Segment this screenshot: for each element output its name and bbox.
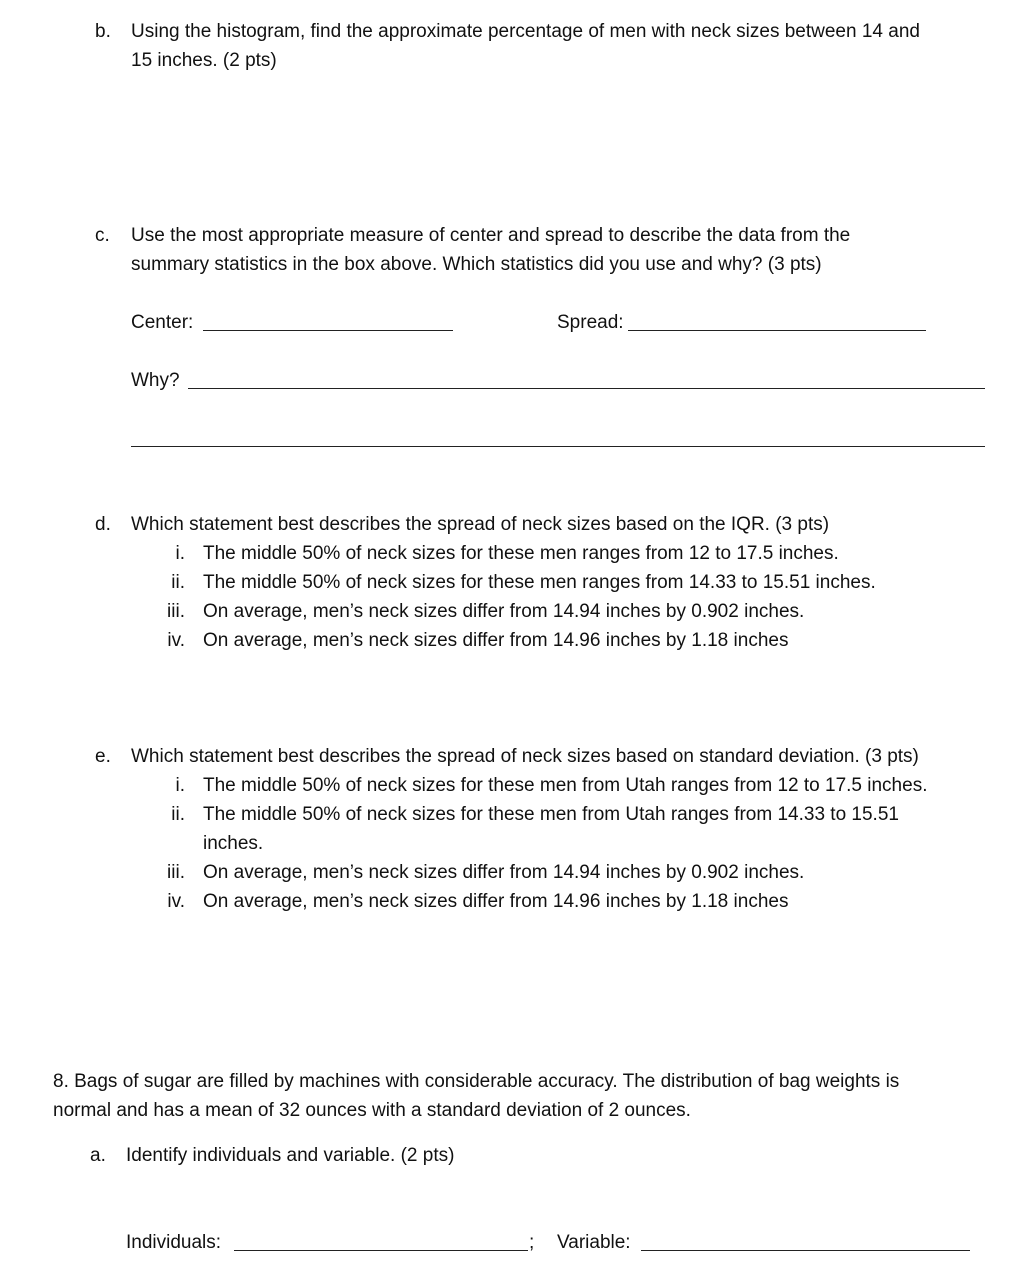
question-8a-text: Identify individuals and variable. (2 pts) — [126, 1145, 455, 1166]
variable-label: Variable: — [557, 1232, 631, 1253]
why-label: Why? — [131, 370, 180, 391]
option-number: i. — [175, 543, 185, 564]
why-answer-line-2[interactable] — [131, 446, 985, 447]
why-answer-line-1[interactable] — [188, 388, 985, 389]
question-b-text-line1: Using the histogram, find the approximate percentage of men with neck sizes between 14 and — [131, 21, 920, 42]
option-text: The middle 50% of neck sizes for these men from Utah ranges from 12 to 17.5 inches. — [203, 775, 928, 796]
center-label: Center: — [131, 312, 194, 333]
option-number: iii. — [167, 862, 185, 883]
question-b-marker: b. — [95, 21, 111, 42]
option-text: On average, men’s neck sizes differ from 14.94 inches by 0.902 inches. — [203, 862, 805, 883]
question-c-marker: c. — [95, 225, 110, 246]
option-text: The middle 50% of neck sizes for these men ranges from 14.33 to 15.51 inches. — [203, 572, 876, 593]
option-number: ii. — [171, 804, 185, 825]
question-8-text-line1: 8. Bags of sugar are filled by machines with considerable accuracy. The distribution of bag weights is — [53, 1071, 900, 1092]
option-text: On average, men’s neck sizes differ from 14.96 inches by 1.18 inches — [203, 891, 789, 912]
option-text-continued: inches. — [203, 833, 264, 854]
question-d-marker: d. — [95, 514, 111, 535]
individuals-label: Individuals: — [126, 1232, 222, 1253]
question-e-marker: e. — [95, 746, 111, 767]
spread-label: Spread: — [557, 312, 624, 333]
spread-answer-line[interactable] — [628, 330, 926, 331]
option-number: i. — [175, 775, 185, 796]
question-e-prompt: Which statement best describes the spread of neck sizes based on standard deviation. (3 pts) — [131, 746, 919, 767]
question-8a-marker: a. — [90, 1145, 106, 1166]
option-number: iv. — [167, 891, 185, 912]
question-b-text-line2: 15 inches. (2 pts) — [131, 50, 277, 71]
center-answer-line[interactable] — [203, 330, 453, 331]
question-8-text-line2: normal and has a mean of 32 ounces with a standard deviation of 2 ounces. — [53, 1100, 691, 1121]
option-text: On average, men’s neck sizes differ from 14.96 inches by 1.18 inches — [203, 630, 789, 651]
option-text: The middle 50% of neck sizes for these men from Utah ranges from 14.33 to 15.51 — [203, 804, 899, 825]
option-text: The middle 50% of neck sizes for these men ranges from 12 to 17.5 inches. — [203, 543, 839, 564]
question-d-prompt: Which statement best describes the spread of neck sizes based on the IQR. (3 pts) — [131, 514, 830, 535]
question-c-text-line1: Use the most appropriate measure of center and spread to describe the data from the — [131, 225, 851, 246]
question-c-text-line2: summary statistics in the box above. Which statistics did you use and why? (3 pts) — [131, 254, 822, 275]
option-number: ii. — [171, 572, 185, 593]
individuals-answer-line[interactable] — [234, 1250, 528, 1251]
variable-answer-line[interactable] — [641, 1250, 970, 1251]
option-number: iv. — [167, 630, 185, 651]
option-text: On average, men’s neck sizes differ from 14.94 inches by 0.902 inches. — [203, 601, 805, 622]
option-number: iii. — [167, 601, 185, 622]
answer-separator: ; — [529, 1232, 535, 1253]
